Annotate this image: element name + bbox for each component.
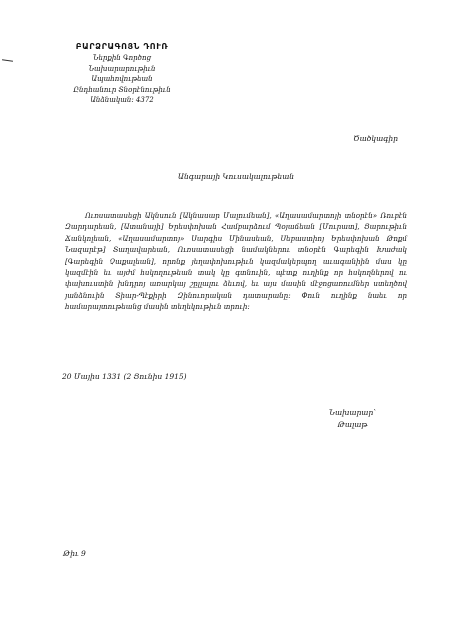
letterhead-line: Նախարարութիւն (88, 64, 156, 73)
signature-title: Նախարար՝ (329, 408, 376, 417)
signature-name: Թալաթ (337, 420, 368, 429)
file-number: Թիւ 9 (63, 549, 86, 558)
recipient: Անգարայի Կուսակալութեան (177, 172, 295, 181)
letterhead (62, 42, 182, 106)
margin-mark (2, 59, 13, 62)
body-paragraph: Ուռսատասեցի Ակնսուն [Ակնասար Մալումեան], «Աղասամարտոյի տնօրէն» Ռուբէն Զարդարեան, [Ատանայի] Երեսփոխան Համբարձում Պօյաճեան [Մուրատ], Յարութիւն Ճանկոլեան, «Աղասամարտոյ» Սարգիս Մինասեան, Սեբաստիոյ Երեսփոխան Թոքմ Նազարէթ] Տաղավարեան, Ուռսատասեցի նամակներու տնօրէն Գարեգին Խաժակ [Գարեգին Չաքալեան], որոնք յեղափոխութիւն կազմակերպող աւագանիին մաս կը կազմէին եւ այժմ հսկողութեան տակ կը գտնուին, պէտք ուղինք որ հսկողներով ու փախուստին խնդրոյ առարկայ շըլլալու ձեւով, եւ այս մասին մէջոցառումներ ստեղծով յանձնուին Տիար-Պէքիրի Զինուորական դատարանը: Փուն ուղինք նաեւ որ համարայտութեանց մասին տեղեկութիւն տրուի: (65, 211, 407, 312)
document-date: 20 Մայիս 1331 (2 Յունիս 1915) (62, 372, 187, 381)
letterhead-line: Ընդհանուր Տնօրէնութիւն (73, 85, 171, 94)
organization-name: ԲԱՐՁՐԱԳՈՅՆ ԴՈՒՌ (75, 42, 169, 51)
signature-block (329, 407, 376, 431)
letterhead-line: Ներքին Գործոց (92, 54, 152, 62)
letterhead-line: Անձնական: 4372 (90, 96, 154, 104)
document-type: Ծածկագիր (353, 134, 398, 143)
letterhead-line: Ապահովութեան (91, 75, 153, 83)
